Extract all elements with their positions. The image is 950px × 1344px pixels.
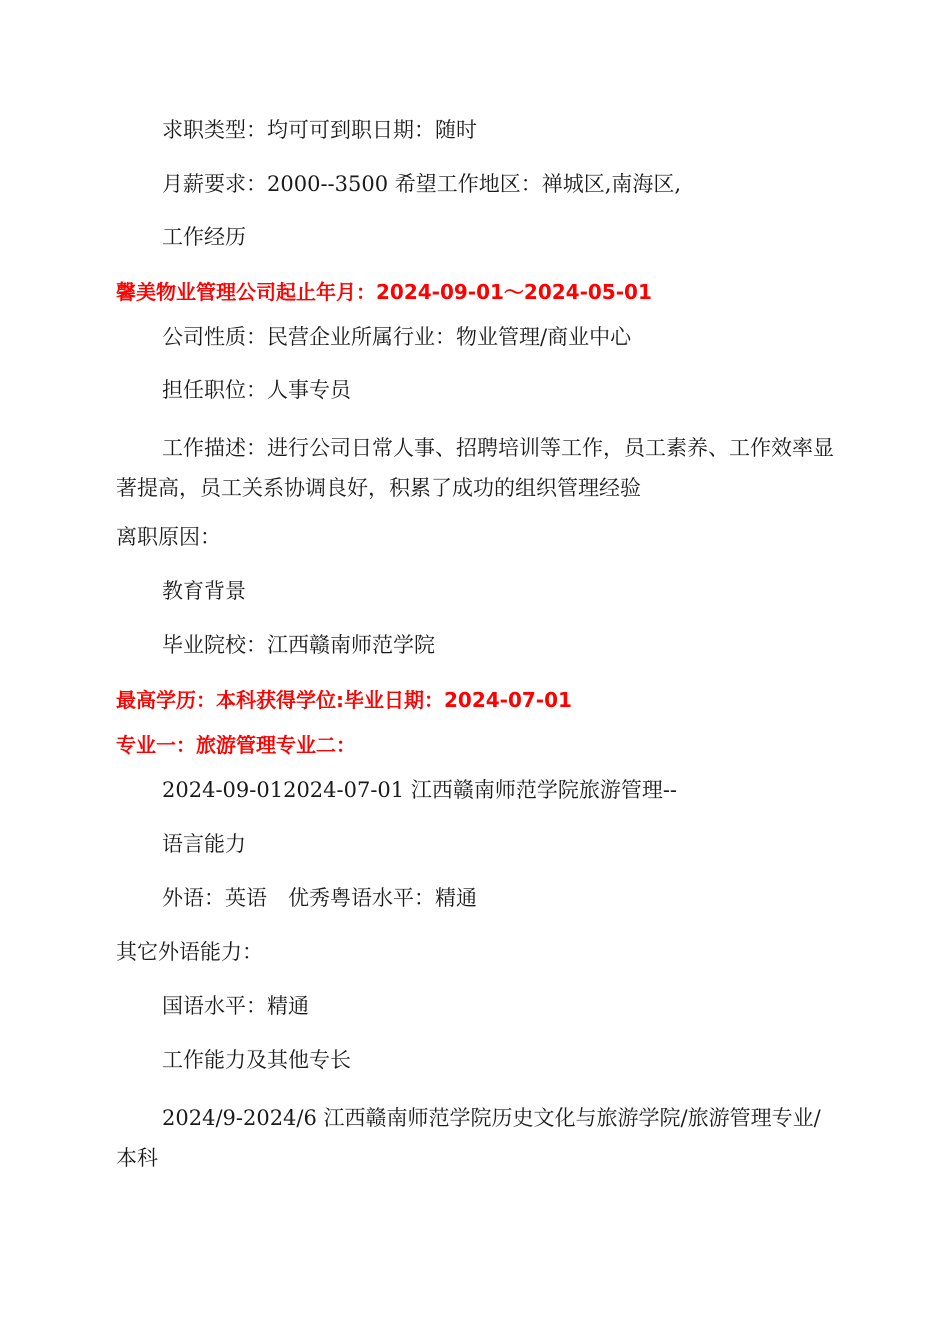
foreign-language-line: 外语：英语 优秀粤语水平：精通 [162, 886, 477, 910]
skills-record-paragraph: 2024/9-2024/6 江西赣南师范学院历史文化与旅游学院/旅游管理专业/本科 [116, 1106, 821, 1170]
company-nature-line: 公司性质：民营企业所属行业：物业管理/商业中心 [162, 325, 632, 349]
degree-line: 最高学历：本科获得学位:毕业日期：2024-07-01 [116, 688, 572, 712]
company-line: 馨美物业管理公司起止年月：2024-09-01～2024-05-01 [116, 280, 652, 304]
skills-heading: 工作能力及其他专长 [162, 1048, 351, 1072]
leave-reason-line: 离职原因： [116, 525, 221, 549]
major-line: 专业一：旅游管理专业二： [116, 733, 356, 757]
school-line: 毕业院校：江西赣南师范学院 [162, 633, 435, 657]
job-type-line: 求职类型：均可可到职日期：随时 [162, 118, 477, 142]
job-description-paragraph: 工作描述：进行公司日常人事、招聘培训等工作，员工素养、工作效率显著提高，员工关系协调良好，积累了成功的组织管理经验 [116, 436, 834, 500]
work-experience-heading: 工作经历 [162, 225, 246, 249]
language-heading: 语言能力 [162, 832, 246, 856]
education-record-line: 2024-09-012024-07-01 江西赣南师范学院旅游管理-- [162, 778, 678, 802]
education-heading: 教育背景 [162, 579, 246, 603]
salary-line: 月薪要求：2000--3500 希望工作地区：禅城区,南海区, [162, 172, 682, 196]
position-line: 担任职位：人事专员 [162, 378, 351, 402]
other-language-line: 其它外语能力： [116, 940, 263, 964]
mandarin-line: 国语水平：精通 [162, 994, 309, 1018]
